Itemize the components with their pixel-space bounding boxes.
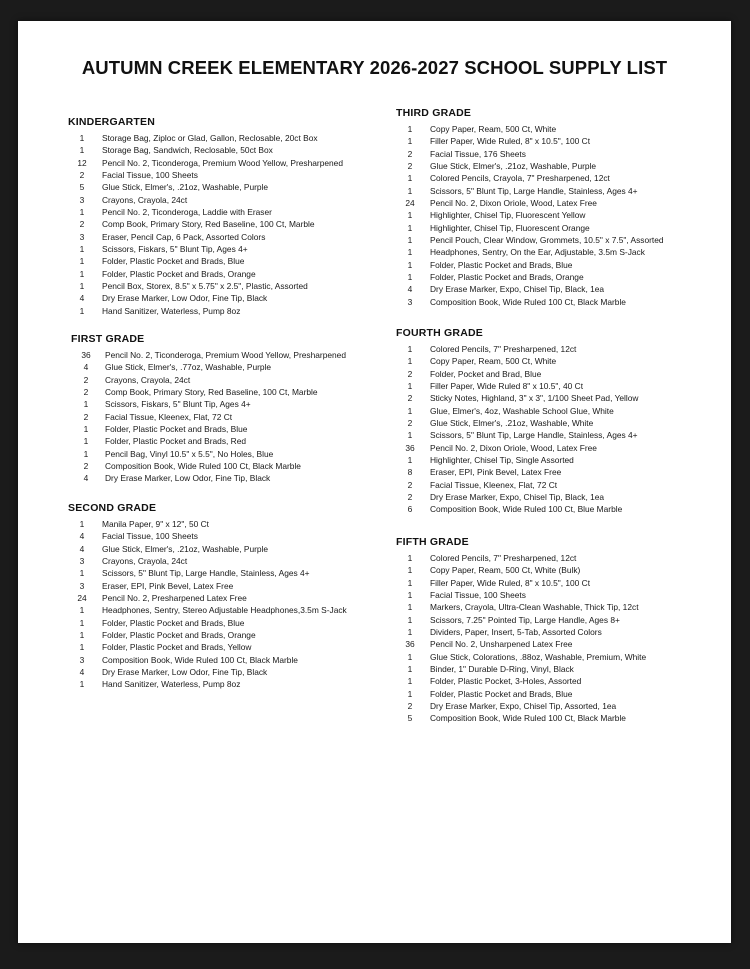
item-quantity: 2 (79, 219, 85, 230)
item-quantity: 1 (79, 256, 85, 267)
item-description: Comp Book, Primary Story, Red Baseline, 100 Ct, Marble (105, 387, 318, 398)
item-description: Binder, 1" Durable D-Ring, Vinyl, Black (430, 664, 574, 675)
item-quantity: 6 (407, 504, 413, 515)
item-quantity: 2 (407, 479, 413, 490)
item-quantity: 2 (407, 148, 413, 159)
item-quantity: 5 (407, 713, 413, 724)
supply-item (68, 280, 343, 292)
supply-item (396, 429, 638, 441)
supply-item (68, 518, 347, 530)
section-kindergarten (68, 114, 343, 317)
item-quantity: 1 (407, 651, 413, 662)
supply-item (396, 417, 638, 429)
item-description: Glue Stick, Elmer's, .21oz, Washable, Purple (430, 161, 597, 172)
supply-item (68, 654, 347, 666)
item-description: Glue Stick, Elmer's, .77oz, Washable, Purple (105, 362, 272, 373)
supply-item (68, 666, 347, 678)
item-quantity: 1 (407, 405, 413, 416)
item-description: Dividers, Paper, Insert, 5-Tab, Assorted Colors (430, 627, 602, 638)
item-description: Folder, Plastic Pocket and Brads, Orange (430, 272, 584, 283)
item-quantity: 1 (407, 356, 413, 367)
item-quantity: 5 (79, 182, 85, 193)
supply-item (68, 305, 343, 317)
supply-item (396, 638, 646, 650)
item-quantity: 4 (79, 667, 85, 678)
item-quantity: 1 (83, 399, 89, 410)
item-quantity: 3 (79, 654, 85, 665)
item-quantity: 3 (79, 194, 85, 205)
supply-item (68, 604, 347, 616)
supply-item (396, 601, 646, 613)
item-description: Folder, Plastic Pocket and Brads, Blue (102, 256, 245, 267)
item-quantity: 1 (79, 605, 85, 616)
supply-item (396, 564, 646, 576)
supply-item (396, 271, 664, 283)
item-quantity: 1 (407, 124, 413, 134)
item-description: Dry Erase Marker, Expo, Chisel Tip, Assorted, 1ea (430, 701, 617, 712)
item-description: Facial Tissue, Kleenex, Flat, 72 Ct (430, 479, 558, 490)
item-quantity: 2 (407, 393, 413, 404)
item-description: Comp Book, Primary Story, Red Baseline, 100 Ct, Marble (102, 219, 315, 230)
supply-item (396, 479, 638, 491)
item-description: Glue Stick, Colorations, .88oz, Washable, Premium, White (430, 651, 647, 662)
supply-item (396, 259, 664, 271)
item-description: Folder, Plastic Pocket and Brads, Blue (105, 424, 248, 435)
item-description: Facial Tissue, Kleenex, Flat, 72 Ct (105, 411, 233, 422)
item-quantity: 2 (83, 387, 89, 398)
supply-item (68, 194, 343, 206)
item-quantity: 1 (407, 455, 413, 466)
item-description: Manila Paper, 9" x 12", 50 Ct (102, 519, 209, 529)
item-description: Folder, Plastic Pocket and Brads, Orange (102, 268, 256, 279)
item-quantity: 36 (405, 442, 415, 453)
supply-item (396, 368, 638, 380)
supply-item (396, 663, 646, 675)
supply-item (396, 700, 646, 712)
item-quantity: 4 (79, 293, 85, 304)
section-title: KINDERGARTEN (68, 116, 155, 128)
supply-item (396, 503, 638, 515)
item-quantity: 4 (79, 531, 85, 542)
supply-item (71, 398, 346, 410)
item-description: Headphones, Sentry, Stereo Adjustable Headphones,3.5m S-Jack (102, 605, 347, 616)
supply-item (396, 614, 646, 626)
section-title: FOURTH GRADE (396, 327, 483, 339)
item-description: Folder, Plastic Pocket and Brads, Red (105, 436, 247, 447)
item-quantity: 1 (79, 519, 85, 529)
item-description: Storage Bag, Sandwich, Reclosable, 50ct Box (102, 145, 273, 156)
section-first-grade (71, 331, 346, 485)
item-description: Folder, Plastic Pocket and Brads, Blue (430, 259, 573, 270)
supply-item (396, 589, 646, 601)
item-quantity: 1 (407, 614, 413, 625)
item-description: Copy Paper, Ream, 500 Ct, White (Bulk) (430, 565, 581, 576)
supply-item (68, 592, 347, 604)
item-description: Composition Book, Wide Ruled 100 Ct, Black Marble (105, 461, 301, 472)
supply-item (396, 172, 664, 184)
item-description: Storage Bag, Ziploc or Glad, Gallon, Reclosable, 20ct Box (102, 133, 318, 143)
item-description: Glue Stick, Elmer's, .21oz, Washable, Purple (102, 182, 269, 193)
item-description: Folder, Plastic Pocket and Brads, Blue (430, 688, 573, 699)
supply-item (396, 222, 664, 234)
section-second-grade (68, 500, 347, 691)
item-description: Colored Pencils, 7" Presharpened, 12ct (430, 553, 577, 563)
item-description: Pencil No. 2, Unsharpened Latex Free (430, 639, 573, 650)
item-description: Eraser, EPI, Pink Bevel, Latex Free (430, 467, 562, 478)
supply-item (71, 460, 346, 472)
section-title: THIRD GRADE (396, 107, 472, 119)
supply-item (396, 712, 646, 724)
item-quantity: 1 (407, 688, 413, 699)
supply-item (396, 234, 664, 246)
item-description: Dry Erase Marker, Low Odor, Fine Tip, Black (102, 293, 268, 304)
item-description: Filler Paper, Wide Ruled 8" x 10.5", 40 Ct (430, 381, 584, 392)
item-description: Scissors, 5" Blunt Tip, Large Handle, Stainless, Ages 4+ (430, 430, 638, 441)
item-description: Hand Sanitizer, Waterless, Pump 8oz (102, 679, 241, 690)
supply-items (71, 349, 346, 485)
item-quantity: 1 (79, 133, 85, 143)
supply-item (71, 472, 346, 484)
supply-item (71, 386, 346, 398)
item-description: Pencil No. 2, Dixon Oriole, Wood, Latex Free (430, 442, 597, 453)
item-description: Folder, Plastic Pocket and Brads, Yellow (102, 642, 252, 653)
item-description: Facial Tissue, 100 Sheets (102, 170, 198, 181)
item-quantity: 3 (79, 556, 85, 567)
item-description: Folder, Plastic Pocket and Brads, Blue (102, 617, 245, 628)
item-quantity: 1 (407, 565, 413, 576)
supply-item (71, 448, 346, 460)
item-quantity: 1 (79, 145, 85, 156)
item-description: Glue, Elmer's, 4oz, Washable School Glue, White (430, 405, 614, 416)
item-description: Highlighter, Chisel Tip, Fluorescent Yellow (430, 210, 586, 221)
supply-item (396, 454, 638, 466)
section-title: FIFTH GRADE (396, 536, 469, 548)
item-quantity: 1 (407, 664, 413, 675)
item-quantity: 24 (405, 198, 415, 209)
supply-item (68, 231, 343, 243)
supply-item (396, 197, 664, 209)
item-quantity: 2 (83, 461, 89, 472)
item-quantity: 12 (77, 157, 87, 168)
item-quantity: 1 (407, 676, 413, 687)
section-fourth-grade (396, 325, 638, 516)
item-quantity: 2 (407, 492, 413, 503)
supply-item (396, 405, 638, 417)
item-description: Hand Sanitizer, Waterless, Pump 8oz (102, 305, 241, 316)
item-description: Sticky Notes, Highland, 3" x 3", 1/100 Sheet Pad, Yellow (430, 393, 639, 404)
item-quantity: 1 (79, 679, 85, 690)
supply-item (68, 255, 343, 267)
supply-item (71, 361, 346, 373)
item-description: Folder, Pocket and Brad, Blue (430, 368, 542, 379)
supply-item (68, 292, 343, 304)
supply-item (396, 380, 638, 392)
item-quantity: 1 (79, 630, 85, 641)
item-quantity: 1 (79, 617, 85, 628)
item-quantity: 1 (407, 173, 413, 184)
item-description: Crayons, Crayola, 24ct (105, 374, 191, 385)
supply-item (396, 552, 646, 564)
item-description: Dry Erase Marker, Low Odor, Fine Tip, Black (102, 667, 268, 678)
item-quantity: 4 (79, 543, 85, 554)
supply-item (71, 411, 346, 423)
supply-item (68, 181, 343, 193)
supply-item (396, 296, 664, 308)
supply-item (68, 157, 343, 169)
item-description: Eraser, EPI, Pink Bevel, Latex Free (102, 580, 234, 591)
item-description: Colored Pencils, Crayola, 7" Presharpened, 12ct (430, 173, 610, 184)
item-description: Scissors, 7.25" Pointed Tip, Large Handle, Ages 8+ (430, 614, 620, 625)
item-quantity: 1 (407, 259, 413, 270)
supply-item (396, 135, 664, 147)
supply-item (68, 169, 343, 181)
item-quantity: 2 (407, 368, 413, 379)
supply-items (396, 123, 664, 308)
supply-item (68, 206, 343, 218)
item-quantity: 1 (79, 568, 85, 579)
item-description: Facial Tissue, 100 Sheets (102, 531, 198, 542)
item-description: Headphones, Sentry, On the Ear, Adjustable, 3.5m S-Jack (430, 247, 645, 258)
supply-item (396, 392, 638, 404)
item-description: Crayons, Crayola, 24ct (102, 556, 188, 567)
item-quantity: 1 (79, 244, 85, 255)
item-description: Folder, Plastic Pocket, 3-Holes, Assorted (430, 676, 582, 687)
supply-item (68, 555, 347, 567)
supply-item (71, 435, 346, 447)
item-description: Colored Pencils, 7" Presharpened, 12ct (430, 344, 577, 354)
item-description: Composition Book, Wide Ruled 100 Ct, Black Marble (102, 654, 298, 665)
supply-item (68, 629, 347, 641)
item-description: Scissors, Fiskars, 5" Blunt Tip, Ages 4+ (102, 244, 248, 255)
supply-item (396, 343, 638, 355)
item-description: Pencil Bag, Vinyl 10.5" x 5.5", No Holes, Blue (105, 448, 274, 459)
supply-item (68, 243, 343, 255)
item-quantity: 2 (407, 701, 413, 712)
supply-item (396, 442, 638, 454)
supply-item (68, 543, 347, 555)
supply-item (71, 374, 346, 386)
supply-item (396, 185, 664, 197)
item-description: Markers, Crayola, Ultra-Clean Washable, Thick Tip, 12ct (430, 602, 639, 613)
item-quantity: 2 (83, 411, 89, 422)
item-description: Pencil No. 2, Ticonderoga, Premium Wood Yellow, Presharpened (105, 350, 346, 360)
item-description: Pencil No. 2, Ticonderoga, Premium Wood Yellow, Presharpened (102, 157, 343, 168)
supply-item (68, 268, 343, 280)
supply-list-page (18, 21, 731, 943)
supply-item (71, 423, 346, 435)
item-quantity: 1 (407, 235, 413, 246)
supply-item (396, 246, 664, 258)
item-description: Eraser, Pencil Cap, 6 Pack, Assorted Colors (102, 231, 266, 242)
item-quantity: 1 (407, 577, 413, 588)
supply-item (396, 355, 638, 367)
item-quantity: 1 (407, 210, 413, 221)
item-description: Highlighter, Chisel Tip, Fluorescent Orange (430, 222, 590, 233)
item-quantity: 1 (407, 430, 413, 441)
item-description: Glue Stick, Elmer's, .21oz, Washable, Purple (102, 543, 269, 554)
item-description: Scissors, 5" Blunt Tip, Large Handle, Stainless, Ages 4+ (430, 185, 638, 196)
item-description: Filler Paper, Wide Ruled, 8" x 10.5", 100 Ct (430, 136, 591, 147)
item-quantity: 1 (407, 247, 413, 258)
supply-item (68, 132, 343, 144)
item-description: Highlighter, Chisel Tip, Single Assorted (430, 455, 574, 466)
item-quantity: 1 (407, 381, 413, 392)
item-quantity: 2 (407, 418, 413, 429)
item-quantity: 1 (407, 590, 413, 601)
item-description: Pencil Box, Storex, 8.5" x 5.75" x 2.5", Plastic, Assorted (102, 281, 308, 292)
item-description: Facial Tissue, 176 Sheets (430, 148, 526, 159)
item-description: Crayons, Crayola, 24ct (102, 194, 188, 205)
item-quantity: 3 (407, 296, 413, 307)
item-quantity: 8 (407, 467, 413, 478)
supply-item (396, 160, 664, 172)
item-quantity: 1 (407, 272, 413, 283)
supply-items (68, 132, 343, 317)
supply-item (68, 580, 347, 592)
item-quantity: 3 (79, 580, 85, 591)
item-description: Composition Book, Wide Ruled 100 Ct, Blue Marble (430, 504, 623, 515)
supply-item (396, 209, 664, 221)
item-quantity: 1 (79, 281, 85, 292)
item-quantity: 1 (407, 344, 413, 354)
item-quantity: 36 (81, 350, 91, 360)
item-description: Pencil Pouch, Clear Window, Grommets, 10.5" x 7.5", Assorted (430, 235, 664, 246)
supply-item (396, 675, 646, 687)
item-quantity: 1 (79, 268, 85, 279)
item-quantity: 24 (77, 593, 87, 604)
item-quantity: 4 (407, 284, 413, 295)
supply-item (396, 651, 646, 663)
supply-items (396, 552, 646, 725)
item-description: Facial Tissue, 100 Sheets (430, 590, 526, 601)
page-title: AUTUMN CREEK ELEMENTARY 2026-2027 SCHOOL SUPPLY LIST (81, 57, 668, 78)
item-description: Glue Stick, Elmer's, .21oz, Washable, White (430, 418, 594, 429)
item-description: Dry Erase Marker, Low Odor, Fine Tip, Black (105, 473, 271, 484)
section-fifth-grade (396, 534, 646, 725)
supply-item (68, 641, 347, 653)
item-description: Scissors, 5" Blunt Tip, Large Handle, Stainless, Ages 4+ (102, 568, 310, 579)
item-description: Folder, Plastic Pocket and Brads, Orange (102, 630, 256, 641)
item-quantity: 4 (83, 362, 89, 373)
item-quantity: 1 (407, 222, 413, 233)
supply-item (68, 678, 347, 690)
item-description: Composition Book, Wide Ruled 100 Ct, Black Marble (430, 296, 626, 307)
item-description: Pencil No. 2, Dixon Oriole, Wood, Latex Free (430, 198, 597, 209)
supply-item (68, 530, 347, 542)
item-description: Copy Paper, Ream, 500 Ct, White (430, 356, 557, 367)
supply-item (68, 567, 347, 579)
item-quantity: 2 (407, 161, 413, 172)
item-description: Composition Book, Wide Ruled 100 Ct, Black Marble (430, 713, 626, 724)
item-description: Scissors, Fiskars, 5" Blunt Tip, Ages 4+ (105, 399, 251, 410)
supply-item (396, 123, 664, 135)
item-quantity: 2 (79, 170, 85, 181)
supply-item (68, 617, 347, 629)
item-description: Copy Paper, Ream, 500 Ct, White (430, 124, 557, 134)
item-quantity: 1 (83, 436, 89, 447)
supply-item (396, 491, 638, 503)
item-quantity: 3 (79, 231, 85, 242)
item-quantity: 1 (407, 602, 413, 613)
supply-item (396, 283, 664, 295)
item-quantity: 36 (405, 639, 415, 650)
item-description: Dry Erase Marker, Expo, Chisel Tip, Black, 1ea (430, 284, 605, 295)
section-title: SECOND GRADE (68, 502, 157, 514)
supply-item (396, 626, 646, 638)
supply-item (396, 466, 638, 478)
item-description: Dry Erase Marker, Expo, Chisel Tip, Black, 1ea (430, 492, 605, 503)
item-description: Pencil No. 2, Presharpened Latex Free (102, 593, 247, 604)
item-description: Filler Paper, Wide Ruled, 8" x 10.5", 100 Ct (430, 577, 591, 588)
item-quantity: 1 (407, 136, 413, 147)
item-quantity: 1 (79, 207, 85, 218)
item-quantity: 1 (407, 627, 413, 638)
supply-item (396, 688, 646, 700)
supply-item (71, 349, 346, 361)
item-quantity: 1 (83, 448, 89, 459)
supply-item (396, 148, 664, 160)
item-quantity: 1 (79, 642, 85, 653)
item-quantity: 1 (407, 553, 413, 563)
item-quantity: 1 (407, 185, 413, 196)
section-title: FIRST GRADE (71, 333, 145, 345)
supply-item (68, 218, 343, 230)
item-quantity: 1 (83, 424, 89, 435)
item-quantity: 1 (79, 305, 85, 316)
supply-item (396, 577, 646, 589)
supply-item (68, 144, 343, 156)
supply-items (396, 343, 638, 516)
section-third-grade (396, 105, 664, 308)
supply-items (68, 518, 347, 691)
item-description: Pencil No. 2, Ticonderoga, Laddie with Eraser (102, 207, 272, 218)
item-quantity: 4 (83, 473, 89, 484)
item-quantity: 2 (83, 374, 89, 385)
